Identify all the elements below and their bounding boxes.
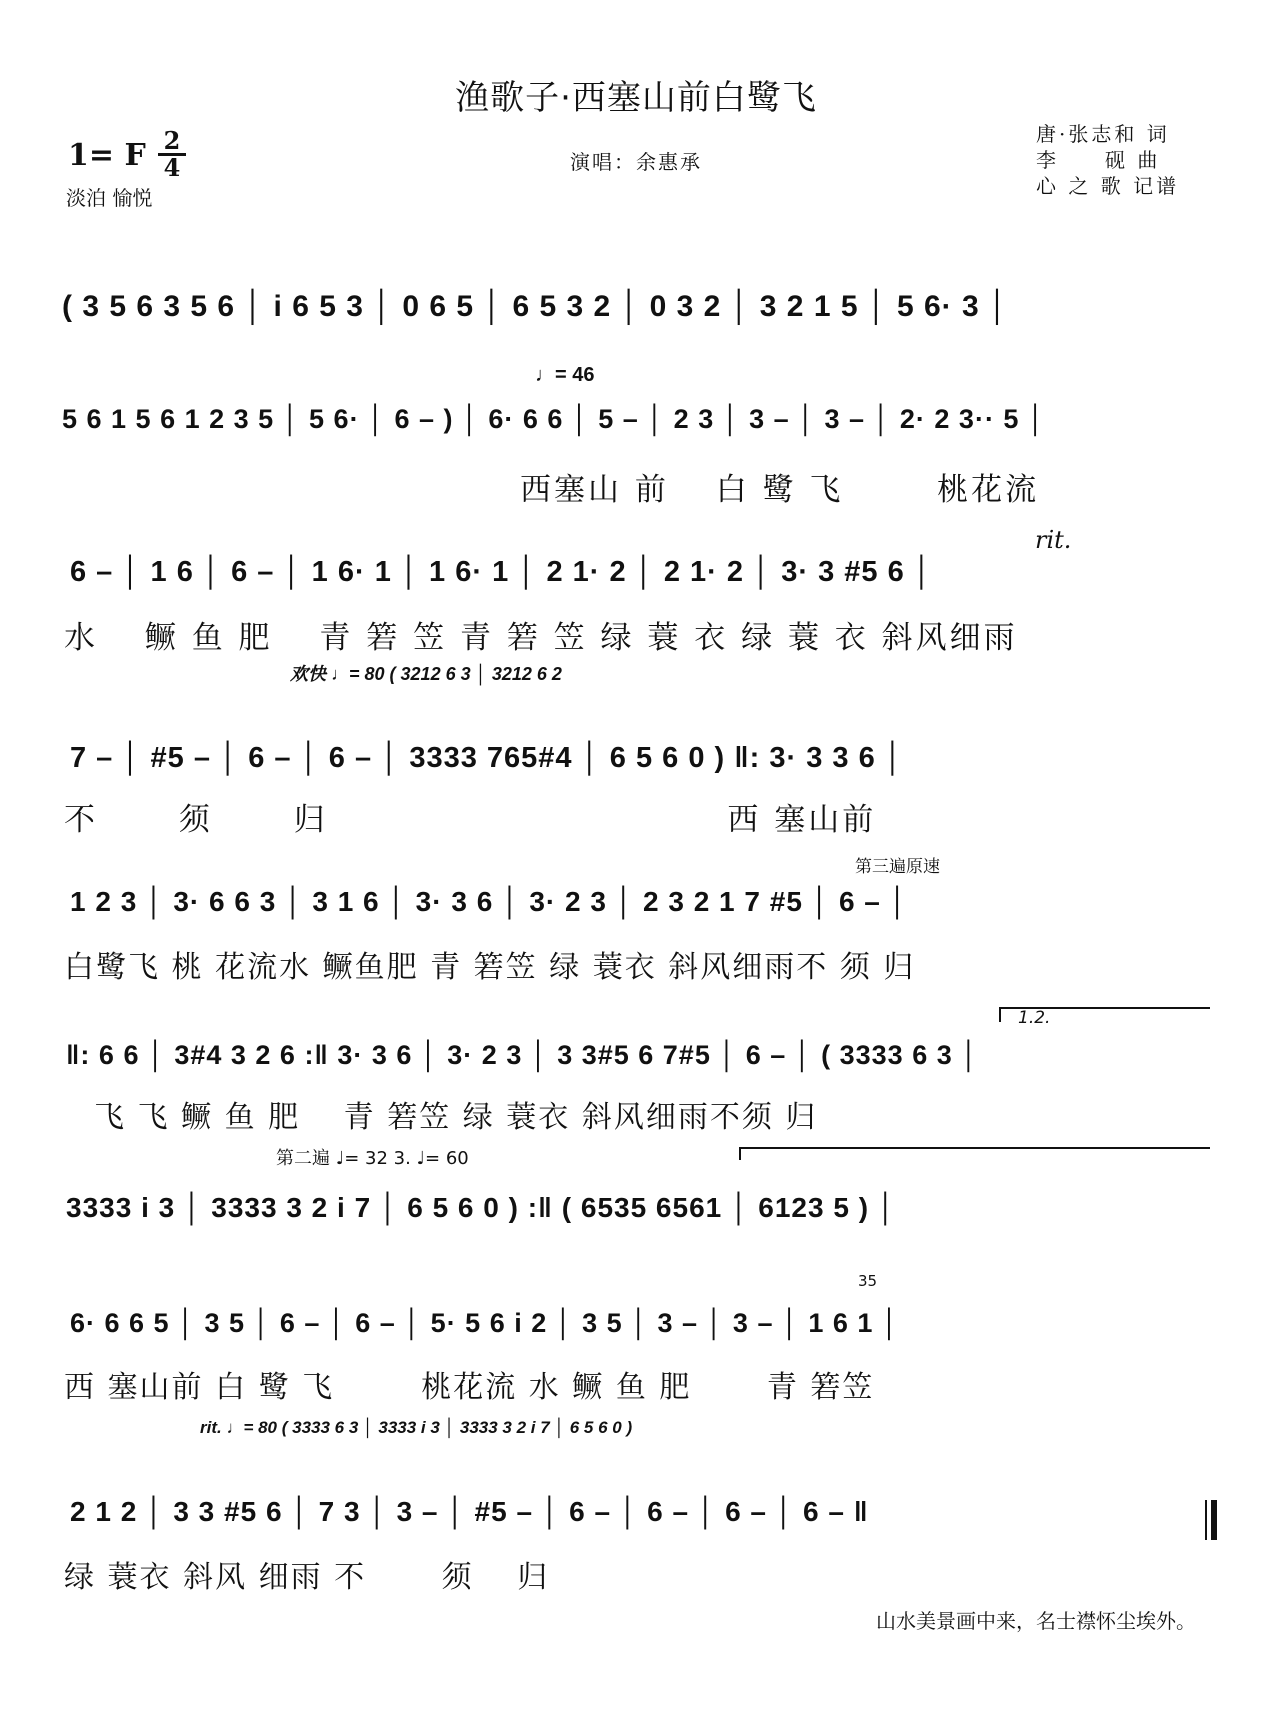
expression-marking: 淡泊 愉悦 <box>66 186 153 210</box>
key-signature: 1= F <box>68 138 146 173</box>
system-6-volta: 1.2. <box>1018 1008 1051 1028</box>
system-6-lyrics: 飞 飞 鳜 鱼 肥 青 箬笠 绿 蓑衣 斜风细雨不须 归 <box>94 1100 818 1135</box>
system-9-lyrics: 绿 蓑衣 斜风 细雨 不 须 归 <box>64 1560 550 1595</box>
system-2-lyrics: 西塞山 前 白 鹭 飞 桃花流 <box>520 472 1040 508</box>
score-title: 渔歌子·西塞山前白鹭飞 <box>455 78 817 118</box>
system-8-notes: 6· 6 6 5 │ 3 5 │ 6 – │ 6 – │ 5· 5 6 i 2 │ 3 5 │ 3 – │ 3 – │ 1 6 1 │ <box>70 1308 900 1338</box>
system-5-lyrics: 白鹭飞 桃 花流水 鳜鱼肥 青 箬笠 绿 蓑衣 斜风细雨不 须 归 <box>64 950 916 985</box>
composer-credit: 李 砚 曲 <box>1036 148 1161 172</box>
system-3-rit: rit. <box>1035 526 1072 554</box>
transcriber-credit: 心 之 歌 记谱 <box>1036 174 1180 198</box>
footer-couplet: 山水美景画中来，名士襟怀尘埃外。 <box>876 1609 1196 1633</box>
meter-numerator: 2 <box>163 126 181 155</box>
system-2-tempo: ♩= 46 <box>535 364 595 386</box>
lyricist-credit: 唐·张志和 词 <box>1036 122 1170 146</box>
system-6-notes: ‖: 6 6 │ 3#4 3 2 6 :‖ 3· 3 6 │ 3· 2 3 │ 3 3#5 6 7#5 │ 6 – │ ( 3333 6 3 │ <box>66 1040 980 1070</box>
volta-bracket-1-2 <box>1000 1008 1210 1022</box>
system-4-notes: 7 – │ #5 – │ 6 – │ 6 – │ 3333 765#4 │ 6 5 6 0 ) ‖: 3· 3 3 6 │ <box>70 742 904 774</box>
system-7-tempo: 第二遍 ♩= 32 3. ♩= 60 <box>276 1148 469 1169</box>
system-7-notes: 3333 i 3 │ 3333 3 2 i 7 │ 6 5 6 0 ) :‖ ( 6535 6561 │ 6123 5 ) │ <box>66 1192 897 1223</box>
system-4-lyrics: 不 须 归 西 塞山前 <box>64 802 877 838</box>
system-3-notes: 6 – │ 1 6 │ 6 – │ 1 6· 1 │ 1 6· 1 │ 2 1· 2 │ 2 1· 2 │ 3· 3 #5 6 │ <box>70 556 933 588</box>
volta-bracket-3 <box>740 1148 1210 1160</box>
system-8-grace: 35 <box>858 1272 878 1290</box>
system-3-lyrics: 水 鳜 鱼 肥 青 箬 笠 青 箬 笠 绿 蓑 衣 绿 蓑 衣 斜风细雨 <box>64 620 1018 656</box>
system-9-notes: 2 1 2 │ 3 3 #5 6 │ 7 3 │ 3 – │ #5 – │ 6 – │ 6 – │ 6 – │ 6 – ‖ <box>70 1496 869 1527</box>
meter-denominator: 4 <box>163 153 181 182</box>
system-1-notes: ( 3 5 6 3 5 6 │ i 6 5 3 │ 0 6 5 │ 6 5 3 2 │ 0 3 2 │ 3 2 1 5 │ 5 6· 3 │ <box>62 290 1009 323</box>
system-5-notes: 1 2 3 │ 3· 6 6 3 │ 3 1 6 │ 3· 3 6 │ 3· 2 3 │ 2 3 2 1 7 #5 │ 6 – │ <box>70 886 909 917</box>
system-8-lyrics: 西 塞山前 白 鹭 飞 桃花流 水 鳜 鱼 肥 青 箬笠 <box>64 1370 875 1405</box>
system-9-marks: rit. ♩= 80 ( 3333 6 3 │ 3333 i 3 │ 3333 3 2 i 7 │ 6 5 6 0 ) <box>200 1418 633 1437</box>
system-5-note: 第三遍原速 <box>855 857 940 877</box>
system-4-tempo-interlude: 欢快 ♩= 80 ( 3212 6 3 │ 3212 6 2 <box>290 664 562 684</box>
performer-credit: 演唱：余惠承 <box>570 150 702 174</box>
system-2-notes: 5 6 1 5 6 1 2 3 5 │ 5 6· │ 6 – ) │ 6· 6 6 │ 5 – │ 2 3 │ 3 – │ 3 – │ 2· 2 3·· 5 │ <box>62 404 1046 434</box>
